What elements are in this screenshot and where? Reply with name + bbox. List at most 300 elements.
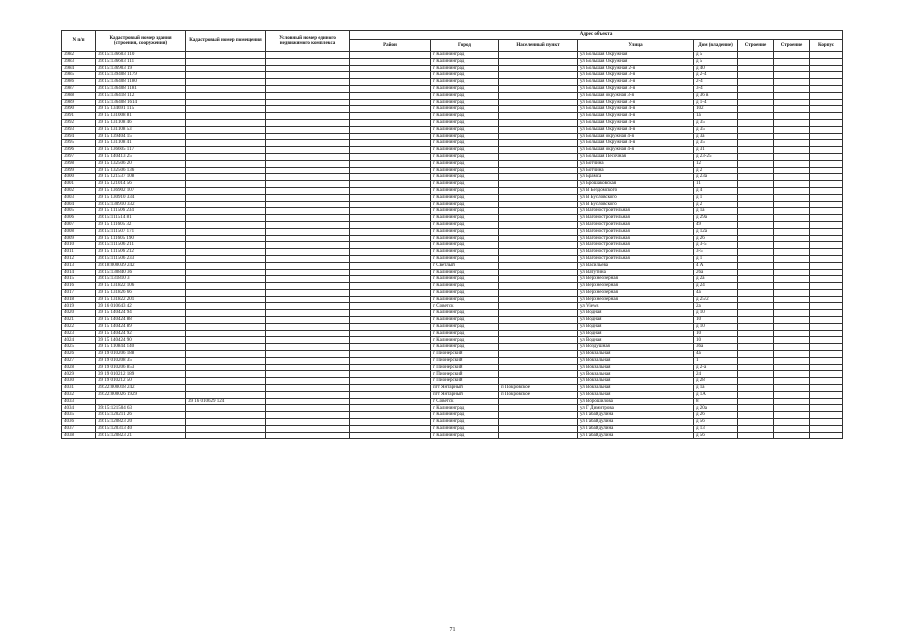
cell-num: 4000 [62,174,96,181]
table-row [62,113,843,120]
cell-street: ул Габайдулина [578,432,694,439]
cell-street: ул Вокзальная [578,371,694,378]
cell-korpus [810,106,843,113]
cell-settlement [499,194,578,201]
cell-settlement: п Покровское [499,391,578,398]
cell-cadastral-room [186,405,266,412]
cell-building [738,276,774,283]
cell-street: ул Верхнеозерная [578,289,694,296]
cell-settlement [499,249,578,256]
cell-structure [774,255,810,262]
cell-cadastral-room [186,262,266,269]
cell-street: ул Вокзальная [578,364,694,371]
cell-num: 4006 [62,215,96,222]
cell-cadastral-room [186,208,266,215]
table-row [62,167,843,174]
cell-cadastral-room [186,228,266,235]
cell-city: г Калининград [431,113,499,120]
cell-settlement [499,140,578,147]
cell-cadastral-building: 39 15 131822 106 [96,283,186,290]
cell-num: 4029 [62,371,96,378]
cell-structure [774,147,810,154]
cell-korpus [810,174,843,181]
table-row [62,419,843,426]
cell-district [350,310,431,317]
cell-city: г Калининград [431,289,499,296]
cell-settlement [499,344,578,351]
cell-building [738,296,774,303]
cell-structure [774,79,810,86]
cell-district [350,262,431,269]
cell-korpus [810,92,843,99]
cell-district [350,412,431,419]
cell-house: д 56 [694,432,738,439]
cell-cadastral-room: 39 16 010629 124 [186,398,266,405]
cell-district [350,153,431,160]
cell-cadastral-room [186,126,266,133]
cell-korpus [810,133,843,140]
cell-street: ул Большая Окружная 3-я [578,79,694,86]
cell-settlement [499,147,578,154]
registry-body [62,52,843,439]
cell-unified-number [266,58,350,65]
cell-structure [774,357,810,364]
cell-settlement [499,174,578,181]
table-row [62,181,843,188]
table-row [62,262,843,269]
cell-structure [774,276,810,283]
cell-district [350,432,431,439]
cell-settlement [499,228,578,235]
cell-building [738,52,774,59]
cell-settlement [499,208,578,215]
table-row [62,432,843,439]
cell-unified-number [266,323,350,330]
cell-unified-number [266,310,350,317]
cell-building [738,412,774,419]
header-cadastral-room: Кадастровый номер помещения [186,31,266,52]
cell-num: 4021 [62,317,96,324]
cell-cadastral-building: 39:15:121504 63 [96,405,186,412]
table-row [62,174,843,181]
cell-cadastral-room [186,215,266,222]
cell-building [738,85,774,92]
cell-cadastral-room [186,255,266,262]
cell-district [350,126,431,133]
cell-cadastral-building: 39 15 131108 46 [96,119,186,126]
cell-house: д 2а [694,276,738,283]
header-street: Улица [578,40,694,52]
cell-cadastral-building: 39:15:136418 112 [96,92,186,99]
cell-settlement [499,317,578,324]
cell-building [738,391,774,398]
cell-city: г Калининград [431,269,499,276]
cell-district [350,317,431,324]
cell-building [738,187,774,194]
cell-cadastral-room [186,187,266,194]
cell-cadastral-room [186,113,266,120]
table-row [62,269,843,276]
table-row [62,147,843,154]
cell-num: 4020 [62,310,96,317]
cell-cadastral-room [186,79,266,86]
cell-korpus [810,208,843,215]
cell-building [738,228,774,235]
cell-num: 3985 [62,72,96,79]
cell-cadastral-room [186,425,266,432]
cell-city: г Калининград [431,330,499,337]
cell-building [738,385,774,392]
table-row [62,289,843,296]
header-cadastral-building: Кадастровый номер здания (строения, сооружения) [96,31,186,52]
cell-district [350,174,431,181]
cell-korpus [810,432,843,439]
header-address-group: Адрес объекта [350,31,843,40]
cell-num: 4034 [62,405,96,412]
cell-unified-number [266,344,350,351]
cell-street: ул Большая Окружная 4-я [578,126,694,133]
cell-city: г Калининград [431,255,499,262]
cell-cadastral-building: 39:15:120823 20 [96,419,186,426]
cell-settlement [499,85,578,92]
cell-street: ул В Бусловского [578,194,694,201]
cell-num: 4037 [62,425,96,432]
cell-num: 4036 [62,419,96,426]
cell-street: ул Большая окружная 4-я [578,133,694,140]
cell-cadastral-room [186,221,266,228]
cell-city: г Калининград [431,99,499,106]
cell-cadastral-building [96,398,186,405]
cell-cadastral-room [186,235,266,242]
cell-house: 36а [694,344,738,351]
cell-street: ул Васильева [578,262,694,269]
cell-city: г Калининград [431,337,499,344]
cell-korpus [810,201,843,208]
cell-korpus [810,425,843,432]
table-row [62,405,843,412]
cell-house: д 1-4 [694,99,738,106]
cell-district [350,58,431,65]
cell-settlement [499,119,578,126]
cell-num: 4024 [62,337,96,344]
cell-building [738,425,774,432]
cell-house: 8 [694,398,738,405]
cell-cadastral-room [186,344,266,351]
cell-building [738,174,774,181]
cell-num: 4005 [62,208,96,215]
cell-settlement [499,425,578,432]
cell-num: 4004 [62,201,96,208]
cell-settlement [499,187,578,194]
header-house: Дом (владение) [694,40,738,52]
cell-building [738,371,774,378]
cell-structure [774,432,810,439]
cell-building [738,262,774,269]
cell-street: ул Большая Окружная 2-я [578,65,694,72]
cell-house: д 23а [694,174,738,181]
cell-unified-number [266,303,350,310]
cell-building [738,432,774,439]
cell-city: г Калининград [431,167,499,174]
cell-street: ул Габайдулина [578,419,694,426]
cell-street: ул Вокзальная [578,378,694,385]
cell-num: 3989 [62,99,96,106]
cell-city: пгт Янтарный [431,391,499,398]
cell-cadastral-building: 39:15:136408 1180 [96,79,186,86]
table-row [62,106,843,113]
cell-district [350,140,431,147]
cell-unified-number [266,405,350,412]
cell-structure [774,106,810,113]
cell-building [738,72,774,79]
cell-korpus [810,357,843,364]
cell-num: 4028 [62,364,96,371]
cell-korpus [810,113,843,120]
cell-cadastral-building: 39 15 111605 32 [96,221,186,228]
cell-korpus [810,262,843,269]
cell-num: 3991 [62,113,96,120]
cell-cadastral-building: 39:15:139408 1179 [96,72,186,79]
cell-district [350,283,431,290]
cell-building [738,419,774,426]
table-row [62,357,843,364]
cell-district [350,330,431,337]
cell-unified-number [266,351,350,358]
cell-structure [774,344,810,351]
header-city: Город [431,40,499,52]
cell-unified-number [266,385,350,392]
cell-city: г Калининград [431,228,499,235]
cell-street: ул Вагоностроительная [578,235,694,242]
cell-house: 10 [694,337,738,344]
table-row [62,215,843,222]
cell-settlement [499,378,578,385]
cell-house: д 5 [694,52,738,59]
cell-cadastral-building: 39:15:136408 1614 [96,99,186,106]
cell-structure [774,242,810,249]
cell-structure [774,113,810,120]
cell-num: 3988 [62,92,96,99]
cell-unified-number [266,65,350,72]
cell-house: д 35 [694,140,738,147]
cell-house: 4а [694,351,738,358]
cell-cadastral-building: 39 15 140424 88 [96,317,186,324]
cell-cadastral-building: 39 15 111605 190 [96,235,186,242]
cell-city: г Калининград [431,72,499,79]
cell-unified-number [266,255,350,262]
cell-building [738,337,774,344]
cell-korpus [810,119,843,126]
cell-structure [774,181,810,188]
cell-city: г Калининград [431,425,499,432]
header-building: Строение [738,40,774,52]
cell-settlement [499,235,578,242]
cell-city: г Калининград [431,85,499,92]
cell-unified-number [266,92,350,99]
cell-district [350,133,431,140]
cell-settlement [499,99,578,106]
cell-cadastral-building: 39:15:136903 19 [96,65,186,72]
cell-unified-number [266,391,350,398]
cell-korpus [810,72,843,79]
cell-structure [774,378,810,385]
cell-city: г Калининград [431,412,499,419]
cell-cadastral-room [186,303,266,310]
cell-korpus [810,221,843,228]
cell-city: г Калининград [431,160,499,167]
cell-structure [774,296,810,303]
cell-house: д 28 [694,378,738,385]
table-row [62,235,843,242]
cell-street: ул Большая Окружная 4-я [578,119,694,126]
cell-house: 26а [694,269,738,276]
cell-street: ул Верхнеозерная [578,276,694,283]
cell-house: 1а [694,113,738,120]
cell-num: 3996 [62,147,96,154]
cell-cadastral-building: 39:15:111514 81 [96,215,186,222]
cell-building [738,201,774,208]
cell-district [350,276,431,283]
cell-city: г Калининград [431,140,499,147]
cell-cadastral-building: 39 15 131822 201 [96,296,186,303]
cell-city: г Калининград [431,65,499,72]
registry-sheet [61,30,842,439]
cell-korpus [810,351,843,358]
cell-settlement [499,432,578,439]
cell-cadastral-room [186,296,266,303]
cell-structure [774,160,810,167]
cell-korpus [810,79,843,86]
table-row [62,208,843,215]
cell-unified-number [266,269,350,276]
cell-house: д 3-5 [694,242,738,249]
cell-cadastral-building: 39 19 010212 50 [96,378,186,385]
cell-cadastral-room [186,153,266,160]
cell-street: ул Большая Окружная [578,52,694,59]
cell-settlement [499,181,578,188]
table-row [62,371,843,378]
cell-street: ул Вокзальная [578,357,694,364]
table-row [62,52,843,59]
cell-street: ул Водная [578,330,694,337]
cell-city: г Пионерский [431,371,499,378]
cell-settlement [499,52,578,59]
cell-district [350,289,431,296]
cell-structure [774,419,810,426]
table-row [62,65,843,72]
cell-city: г Калининград [431,310,499,317]
cell-korpus [810,167,843,174]
cell-korpus [810,289,843,296]
cell-unified-number [266,147,350,154]
cell-settlement: п Покровское [499,385,578,392]
cell-num: 4032 [62,391,96,398]
cell-house: д 36 в [694,92,738,99]
cell-settlement [499,92,578,99]
cell-structure [774,187,810,194]
cell-settlement [499,242,578,249]
table-row [62,187,843,194]
cell-cadastral-building: 39 19 010212 189 [96,371,186,378]
cell-cadastral-building: 39:15:131810 3 [96,276,186,283]
cell-house: д 2 [694,201,738,208]
cell-city: г Калининград [431,52,499,59]
cell-house: 2а [694,303,738,310]
cell-district [350,65,431,72]
cell-cadastral-building: 39 15 140424 92 [96,330,186,337]
cell-cadastral-building: 39:15:120211 26 [96,412,186,419]
cell-cadastral-building: 39 15 130910 334 [96,194,186,201]
cell-building [738,344,774,351]
cell-cadastral-room [186,249,266,256]
cell-district [350,255,431,262]
cell-city: г Светлый [431,262,499,269]
cell-structure [774,228,810,235]
cell-district [350,79,431,86]
cell-building [738,65,774,72]
cell-cadastral-room [186,351,266,358]
cell-street: ул Воздушная [578,344,694,351]
cell-house: д 31 [694,147,738,154]
cell-settlement [499,283,578,290]
cell-korpus [810,378,843,385]
cell-street: ул Вокзальная [578,351,694,358]
cell-building [738,378,774,385]
cell-unified-number [266,249,350,256]
cell-structure [774,371,810,378]
cell-house: 4а [694,289,738,296]
cell-korpus [810,181,843,188]
cell-cadastral-building: 39:15:136603 111 [96,58,186,65]
table-row [62,58,843,65]
cell-unified-number [266,160,350,167]
cell-district [350,235,431,242]
cell-city: г Калининград [431,181,499,188]
cell-house: д 4 [694,187,738,194]
table-row [62,228,843,235]
cell-cadastral-building: 39 15 140424 89 [96,323,186,330]
cell-structure [774,58,810,65]
cell-building [738,106,774,113]
cell-cadastral-building: 39 19 010206 188 [96,351,186,358]
cell-cadastral-building: 39:18:000039 242 [96,262,186,269]
cell-building [738,357,774,364]
cell-house: д 40 [694,65,738,72]
cell-street: ул Брошаковская [578,181,694,188]
cell-unified-number [266,85,350,92]
cell-house: д 2 [694,167,738,174]
table-row [62,337,843,344]
cell-city: г Калининград [431,221,499,228]
cell-num: 4009 [62,235,96,242]
cell-structure [774,249,810,256]
cell-korpus [810,160,843,167]
cell-building [738,153,774,160]
cell-num: 4031 [62,385,96,392]
cell-cadastral-building: 39 15 131108 53 [96,126,186,133]
cell-structure [774,119,810,126]
cell-street: ул Брамса [578,174,694,181]
cell-house: д 56 [694,419,738,426]
cell-korpus [810,147,843,154]
cell-cadastral-room [186,181,266,188]
cell-unified-number [266,215,350,222]
cell-building [738,303,774,310]
cell-district [350,228,431,235]
cell-num: 3982 [62,52,96,59]
cell-street: ул Ботчина [578,167,694,174]
cell-street: ул Большая Окружная 4-я [578,113,694,120]
